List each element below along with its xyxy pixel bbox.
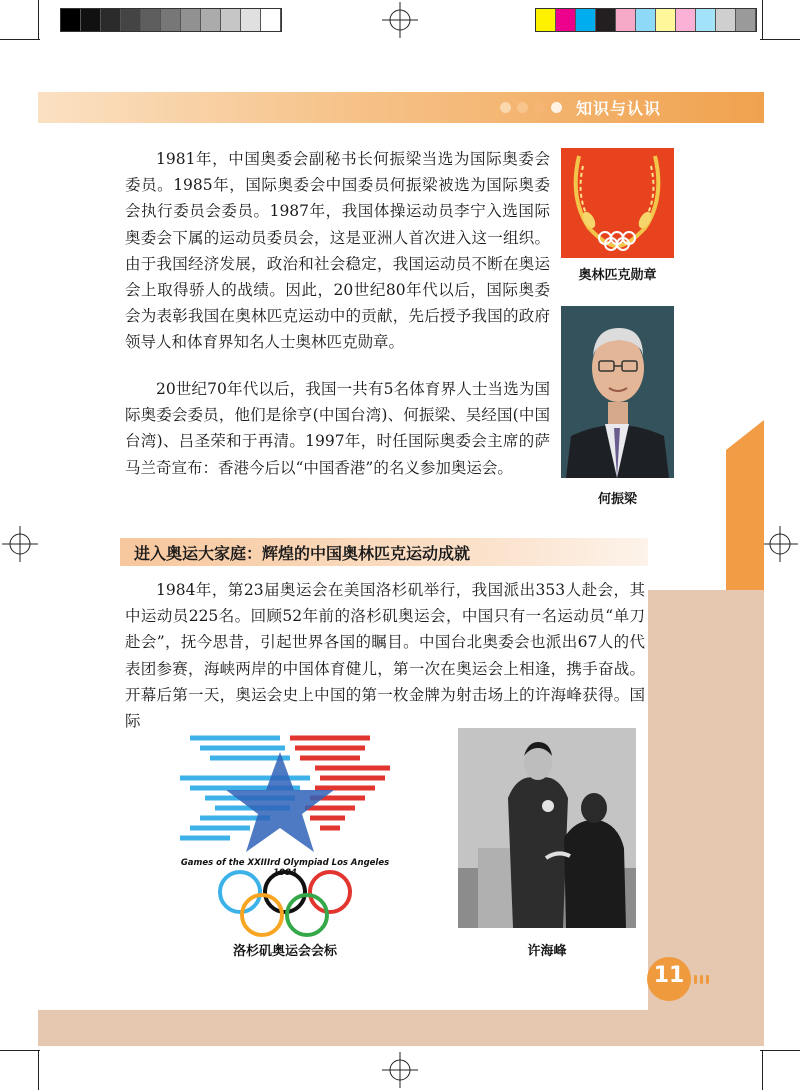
registration-crosshair-icon [2, 526, 38, 562]
portrait-caption: 何振梁 [597, 492, 637, 507]
bottom-band [38, 1010, 764, 1046]
page-number-dots [694, 975, 709, 984]
registration-crosshair-icon [762, 526, 798, 562]
paragraph-2: 20世纪70年代以后，我国一共有5名体育界人士当选为国际奥委会委员，他们是徐亨(中国台湾)、何振梁、吴经国(中国台湾)、吕圣荣和于再清。1997年，时任国际奥委会主席的萨马兰奇宣布：香港今后以“中国香港”的名义参加奥运会。 [125, 380, 550, 477]
crop-mark [762, 1050, 763, 1090]
portrait-image [561, 306, 674, 478]
grayscale-color-bar [60, 8, 282, 32]
podium-caption: 许海峰 [527, 944, 567, 959]
crop-mark [762, 0, 763, 40]
medal-image [561, 148, 674, 258]
la1984-logo [170, 730, 400, 940]
registration-crosshair-icon [382, 2, 418, 38]
crop-mark [760, 39, 800, 40]
registration-crosshair-icon [382, 1052, 418, 1088]
header-title: 知识与认识 [576, 99, 662, 118]
paragraph-1: 1981年，中国奥委会副秘书长何振梁当选为国际奥委会委员。1985年，国际奥委会中国委员何振梁被选为国际奥委会执行委员会委员。1987年，我国体操运动员李宁入选国际奥委会下属的运动员委员会，这是亚洲人首次进入这一组织。由于我国经济发展，政治和社会稳定，我国运动员不断在奥运会上取得骄人的战绩。因此，20世纪80年代以后，国际奥委会为表彰我国在奥林匹克运动中的贡献，先后授予我国的政府领导人和体育界知名人士奥林匹克勋章。 [125, 150, 550, 352]
crop-mark [760, 1050, 800, 1051]
logo-text: Games of the XXIIIrd Olympiad Los Angeles 1984 [180, 858, 390, 878]
medal-caption: 奥林匹克勋章 [578, 268, 657, 283]
logo-caption: 洛杉矶奥运会会标 [232, 944, 337, 959]
header-dots [500, 102, 562, 113]
crop-mark [0, 1050, 40, 1051]
section-title: 进入奥运大家庭：辉煌的中国奥林匹克运动成就 [134, 544, 471, 563]
cmyk-color-bar [535, 8, 757, 32]
olympic-rings-icon [215, 870, 355, 940]
lower-right-band [648, 590, 764, 1010]
page-number: 11 [653, 963, 685, 988]
crop-mark [0, 39, 40, 40]
paragraph-3: 1984年，第23届奥运会在美国洛杉矶举行，我国派出353人赴会，其中运动员225名。回顾52年前的洛杉矶奥运会，中国只有一名运动员“单刀赴会”，抚今思昔，引起世界各国的瞩目。中国台北奥委会也派出67人的代表团参赛，海峡两岸的中国体育健儿，第一次在奥运会上相逢，携手奋战。开幕后第一天，奥运会史上中国的第一枚金牌为射击场上的许海峰获得。国际 [125, 581, 645, 731]
crop-mark [38, 0, 39, 40]
crop-mark [38, 1050, 39, 1090]
podium-photo [458, 728, 636, 928]
